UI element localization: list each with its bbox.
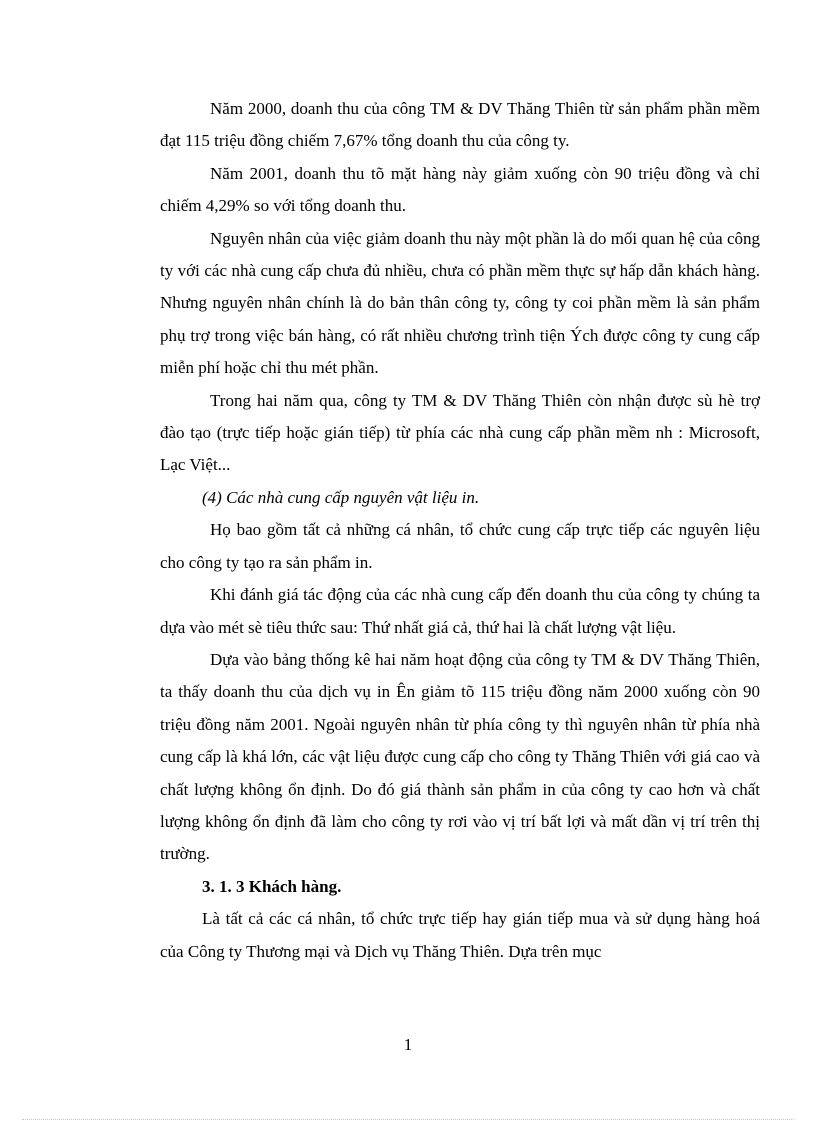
paragraph-software-revenue-2000: Năm 2000, doanh thu của công TM & DV Thăng Thiên từ sản phẩm phần mềm đạt 115 triệu đồng chiếm 7,67% tổng doanh thu của công ty.: [160, 99, 760, 151]
paragraph-training-support: Trong hai năm qua, công ty TM & DV Thăng Thiên còn nhận được sù hè trợ đào tạo (trực tiếp hoặc gián tiếp) từ phía các nhà cung cấp phần mềm nh : Microsoft, Lạc Việt...: [160, 390, 760, 475]
paragraph-software-revenue-2001: Năm 2001, doanh thu tõ mặt hàng này giảm xuống còn 90 triệu đồng và chỉ chiếm 4,29% so với tổng doanh thu.: [160, 163, 760, 216]
page-number: 1: [403, 1035, 413, 1054]
paragraph-suppliers-definition: Họ bao gồm tất cả những cá nhân, tổ chức cung cấp trực tiếp các nguyên liệu cho công ty tạo ra sản phẩm in.: [160, 520, 760, 572]
document-body: [160, 93, 760, 968]
paragraph-print-revenue-decline: Dựa vào bảng thống kê hai năm hoạt động của công ty TM & DV Thăng Thiên, ta thấy doanh thu của dịch vụ in Ên giảm tõ 115 triệu đồng năm 2000 xuống còn 90 triệu đồng năm 2001. Ngoài nguyên nhân từ phía công ty thì nguyên nhân từ phía nhà cung cấp là khá lớn, các vật liệu được cung cấp cho công ty Thăng Thiên với giá cao và chất lượng không ổn định. Do đó giá thành sản phẩm in của công ty cao hơn và chất lượng không ổn định đã làm cho công ty rơi vào vị trí bất lợi và mất dần vị trí trên thị trường.: [160, 649, 760, 864]
paragraph-customers-definition: Là tất cả các cá nhân, tổ chức trực tiếp hay gián tiếp mua và sử dụng hàng hoá của Công ty Thương mại và Dịch vụ Thăng Thiên. Dựa trên mục: [160, 909, 760, 961]
subheading-print-material-suppliers: (4) Các nhà cung cấp nguyên vật liệu in.: [202, 487, 480, 507]
paragraph-evaluation-criteria: Khi đánh giá tác động của các nhà cung cấp đến doanh thu của công ty chúng ta dựa vào mét sè tiêu thức sau: Thứ nhất giá cả, thứ hai là chất lượng vật liệu.: [160, 585, 760, 637]
section-heading-customers: 3. 1. 3 Khách hàng.: [202, 876, 342, 896]
paragraph-revenue-decline-reason: Nguyên nhân của việc giảm doanh thu này một phần là do mối quan hệ của công ty với các nhà cung cấp chưa đủ nhiều, chưa có phần mềm thực sự hấp dẫn khách hàng. Nhưng nguyên nhân chính là do bản thân công ty, công ty coi phần mềm là sản phẩm phụ trợ trong việc bán hàng, có rất nhiều chương trình tiện Ých được công ty cung cấp miễn phí hoặc chỉ thu mét phần.: [160, 228, 760, 378]
footer-divider: [22, 1119, 794, 1120]
